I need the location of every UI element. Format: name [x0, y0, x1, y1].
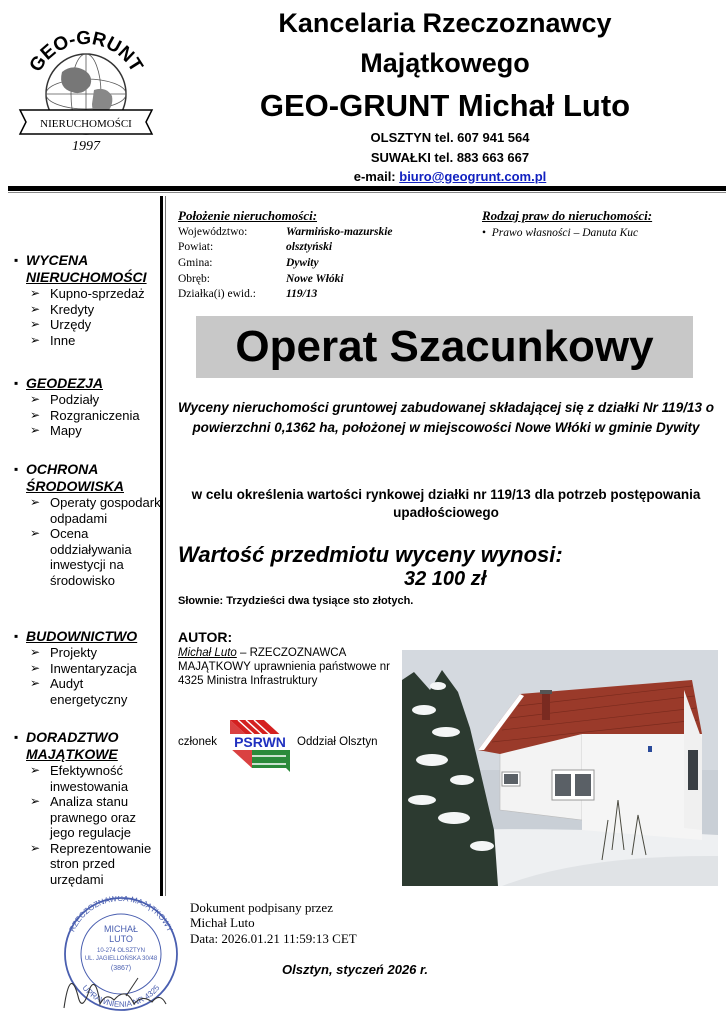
property-photo [402, 650, 718, 886]
value-amount: 32 100 zł [404, 568, 487, 590]
stamp-ring-top: RZECZOZNAWCA MAJĄTKOWY [67, 896, 175, 934]
sidebar-item: ➢ Reprezentowanie stron przed urzędami [30, 840, 152, 887]
valuation-description: Wyceny nieruchomości gruntowej zabudowanej składającej się z działki Nr 119/13 o powierzchni 0,1362 ha, położonej w miejscowości Nowe Włóki w gminie Dywity [178, 400, 714, 435]
document-title: Operat Szacunkowy [196, 316, 693, 378]
signature-line2: Michał Luto [190, 915, 255, 930]
header-title-line1: Kancelaria Rzeczoznawcy [278, 8, 612, 38]
official-stamp [56, 896, 186, 1018]
arrow-bullet-icon: ➢ [30, 392, 41, 406]
logo-band-text: NIERUCHOMOŚCI [40, 118, 132, 130]
location-row: Województwo: Warmińsko-mazurskie [178, 226, 393, 238]
stamp-line5: (3867) [110, 965, 132, 972]
rights-item: • Prawo własności – Danuta Kuc [482, 227, 639, 239]
geo-grunt-logo [14, 30, 158, 158]
arrow-bullet-icon: ➢ [30, 763, 41, 777]
author-heading: AUTOR: [178, 629, 233, 645]
location-row: Powiat: olsztyński [178, 241, 333, 253]
sidebar-item: ➢ Kredyty [30, 301, 95, 317]
sidebar-item: ➢ Audyt energetyczny [30, 676, 128, 707]
header-divider-thin [8, 192, 726, 193]
arrow-bullet-icon: ➢ [30, 423, 41, 437]
location-row: Obręb: Nowe Włóki [178, 273, 344, 285]
arrow-bullet-icon: ➢ [30, 660, 41, 675]
sidebar-section-doradztwo [14, 729, 164, 887]
sidebar-item: ➢ Efektywność inwestowania [30, 763, 129, 794]
arrow-bullet-icon: ➢ [30, 645, 41, 659]
arrow-bullet-icon: ➢ [30, 286, 41, 300]
signature-line3: Data: 2026.01.21 11:59:13 CET [190, 931, 357, 946]
logo-year: 1997 [72, 139, 100, 154]
bullet-icon: • [482, 227, 492, 239]
section-title: ▪ BUDOWNICTWO [14, 628, 164, 645]
svg-text:UPRAWNIENIA NR 4325 [81, 983, 162, 1009]
header-title-line2: Majątkowego [360, 48, 530, 78]
arrow-bullet-icon: ➢ [30, 794, 41, 808]
section-title: ▪ DORADZTWO MAJĄTKOWE [14, 729, 164, 763]
value-label: Wartość przedmiotu wyceny wynosi: [178, 542, 563, 567]
section-title: ▪ GEODEZJA [14, 375, 164, 392]
stamp-line1: MICHAŁ [103, 924, 139, 934]
valuation-purpose: w celu określenia wartości rynkowej działki nr 119/13 dla potrzeb postępowania upadłościowego [191, 487, 701, 520]
sidebar-section-budownictwo [14, 628, 164, 707]
arrow-bullet-icon: ➢ [30, 317, 41, 331]
contact-suwalki: SUWAŁKI tel. 883 663 667 [370, 150, 530, 165]
arrow-bullet-icon: ➢ [30, 495, 41, 509]
section-title: ▪ OCHRONA ŚRODOWISKA [14, 461, 164, 495]
branch-label: Oddział Olsztyn [297, 736, 378, 748]
stamp-line2: LUTO [109, 934, 133, 944]
sidebar-item: ➢ Rozgraniczenia [30, 407, 140, 423]
sidebar-item: ➢ Mapy [30, 423, 82, 438]
sidebar-item: ➢ Analiza stanu prawnego oraz jego regulacje [30, 794, 136, 840]
arrow-bullet-icon: ➢ [30, 840, 41, 855]
stamp-line3: 10-274 OLSZTYN [96, 948, 146, 954]
arrow-bullet-icon: ➢ [30, 301, 41, 316]
sidebar-item: ➢ Ocena oddziaływania inwestycji na środowisko [30, 526, 132, 588]
psrwn-text: PSRWN [234, 734, 286, 750]
sidebar-item: ➢ Kupno-sprzedaż [30, 286, 145, 301]
location-row: Gmina: Dywity [178, 257, 319, 269]
header-title-line3: GEO-GRUNT Michał Luto [259, 88, 631, 123]
contact-email [300, 169, 600, 184]
contact-olsztyn: OLSZTYN tel. 607 941 564 [370, 130, 530, 145]
rights-heading: Rodzaj praw do nieruchomości: [482, 208, 653, 223]
sidebar-item: ➢ Podziały [30, 392, 100, 407]
sidebar-section-ochrona [14, 461, 164, 588]
location-heading: Położenie nieruchomości: [178, 208, 318, 223]
value-in-words: Słownie: Trzydzieści dwa tysiące sto złotych. [178, 595, 414, 607]
author-name: Michał Luto [178, 647, 237, 659]
location-row: Działka(i) ewid.: 119/13 [178, 288, 318, 300]
header-divider [8, 186, 726, 191]
sidebar-divider-thin [165, 196, 166, 896]
member-label: członek [178, 736, 217, 748]
stamp-ring-bottom: UPRAWNIENIA NR 4325 [80, 983, 162, 1010]
stamp-line4: UL. JAGIELLOŃSKA 30/48 [84, 956, 158, 962]
sidebar-item: ➢ Projekty [30, 645, 97, 660]
sidebar-item: ➢ Urzędy [30, 317, 92, 332]
author-text: Michał Luto – RZECZOZNAWCA MAJĄTKOWY uprawnienia państwowe nr 4325 Ministra Infrastruktury [178, 647, 390, 687]
sidebar-section-wycena [14, 252, 164, 348]
place-date: Olsztyn, styczeń 2026 r. [282, 962, 428, 977]
arrow-bullet-icon: ➢ [30, 332, 41, 347]
sidebar-item: ➢ Inwentaryzacja [30, 660, 137, 676]
section-title: ▪ WYCENA NIERUCHOMOŚCI [14, 252, 164, 286]
logo-top-text: GEO-GRUNT [25, 30, 147, 76]
email-label: e-mail: [353, 169, 400, 184]
email-link[interactable]: biuro@geogrunt.com.pl [399, 169, 547, 184]
sidebar-section-geodezja [14, 375, 164, 439]
arrow-bullet-icon: ➢ [30, 676, 41, 690]
arrow-bullet-icon: ➢ [30, 526, 41, 540]
sidebar-item: ➢ Inne [30, 332, 76, 348]
sidebar-item: ➢ Operaty gospodarki odpadami [30, 495, 164, 526]
signature-line1: Dokument podpisany przez [190, 900, 333, 915]
arrow-bullet-icon: ➢ [30, 407, 41, 422]
psrwn-logo [224, 710, 296, 780]
